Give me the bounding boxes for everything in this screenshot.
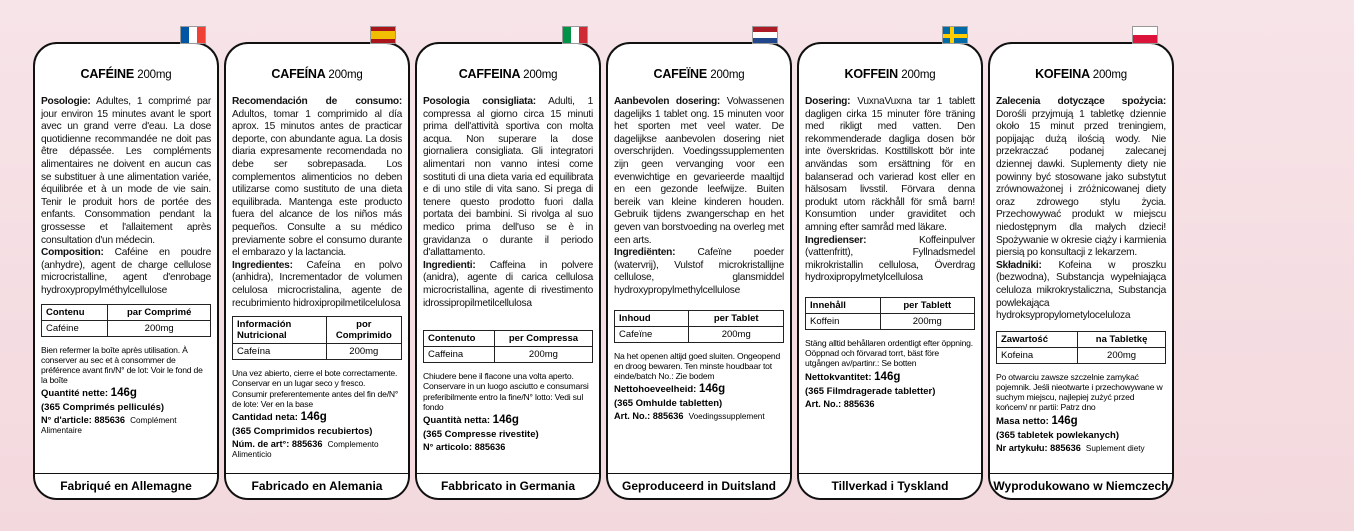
label-body <box>996 96 1166 453</box>
dosage-label: Aanbevolen dosering: <box>614 96 721 107</box>
label-panel-nl <box>606 42 792 500</box>
dosage-section <box>996 96 1166 260</box>
table-cell-value: 200mg <box>494 347 592 363</box>
table-col-content: Contenuto <box>424 331 495 347</box>
dosage-section <box>41 96 211 247</box>
net-quantity <box>805 372 975 383</box>
table-col-content: Zawartość <box>997 331 1078 347</box>
table-cell-name: Kofeina <box>997 347 1078 363</box>
table-cell-value: 200mg <box>689 326 784 342</box>
article-value: 885636 <box>652 411 684 422</box>
ingredients-section <box>423 260 593 310</box>
table-header-row <box>806 297 975 313</box>
table-cell-name: Caffeina <box>424 347 495 363</box>
product-name: CAFÉINE <box>80 67 134 81</box>
ingredients-text: Cafeïne poeder (watervrij), Vulstof microkristallijne cellulose, glansmiddel hydroxypropylmethylcellulose <box>614 247 784 296</box>
tablet-count-text: (365 Filmdragerade tabletter) <box>805 385 936 397</box>
product-title <box>41 66 211 96</box>
tablet-count <box>805 386 975 397</box>
net-quantity <box>423 415 593 426</box>
storage-note: Na het openen altijd goed sluiten. Ongeopend en droog bewaren. Ten minste houdbaar tot einde/batch No.: Zie bodem <box>614 350 781 381</box>
product-dose: 200mg <box>901 69 936 81</box>
dosage-text: Dorośli przyjmują 1 tabletkę dziennie około 15 minut przed treningiem, popijając dużą ilością wody. Nie przekraczać podanej zalecanej dziennej dawki. Suplementy diety nie powinny być stosowane jako substytut zrównoważonej i zróżnicowanej diety oraz zdrowego stylu życia. Przechowywać produkt w miejscu niedostępnym dla małych dzieci! Spożywanie w okresie ciąży i karmienia piersią po konsultacji z lekarzem. <box>996 108 1166 259</box>
ingredients-section <box>996 260 1166 323</box>
article-label: N° articolo: <box>423 441 473 452</box>
nutrition-table <box>41 304 211 337</box>
dosage-label: Dosering: <box>805 96 851 107</box>
product-name: CAFFEINA <box>458 67 520 81</box>
tablet-count <box>41 402 211 413</box>
tablet-count-text: (365 Comprimidos recubiertos) <box>232 425 373 437</box>
ingredients-label: Ingredientes: <box>232 259 293 271</box>
ingredients-label: Ingredienser: <box>805 234 867 246</box>
dosage-label: Recomendación de consumo: <box>232 96 402 107</box>
product-title <box>614 66 784 96</box>
made-in-footer: Tillverkad i Tyskland <box>799 473 981 498</box>
product-dose: 200mg <box>710 69 745 81</box>
flag-nl-icon <box>752 26 778 44</box>
ingredients-section <box>41 247 211 297</box>
nutrition-table <box>805 297 975 330</box>
article-label: Art. No.: <box>614 411 651 422</box>
table-header-row <box>42 304 211 320</box>
ingredients-text: Cafeína en polvo (anhidra), Incrementador de volumen celulosa microcristalina, agente de recubrimiento hidroxipropilmetilcelulosa <box>232 259 402 309</box>
article-label: Núm. de art°: <box>232 438 290 449</box>
article-number <box>423 442 593 452</box>
storage-note: Bien refermer la boîte après utilisation. À conserver au sec et à consommer de préférence avant fin/N° de lot: Voir le fond de la boîte <box>41 344 203 386</box>
net-label: Quantità netta: <box>423 414 493 426</box>
product-name: KOFFEIN <box>844 67 898 81</box>
ingredients-text: Koffeinpulver (vattenfritt), Fyllnadsmedel mikrokristallin cellulosa, Överdrag hydroxipropylmetylcellulosa <box>805 234 975 284</box>
label-panel-fr <box>33 42 219 500</box>
dosage-section <box>232 96 402 260</box>
table-col-content: Contenu <box>42 304 108 320</box>
net-label: Quantité nette: <box>41 388 111 400</box>
table-header-row <box>424 331 593 347</box>
table-row <box>615 326 784 342</box>
product-title <box>232 66 402 96</box>
ingredients-label: Ingrediënten: <box>614 247 676 259</box>
label-panel-it <box>415 42 601 500</box>
label-panel-es <box>224 42 410 500</box>
net-quantity <box>614 384 784 395</box>
ingredients-text: Caffeina in polvere (anidra), agente di carica cellulosa microcristallina, agente di rivestimento idrossipropilmetilcellulosa <box>423 259 593 309</box>
table-cell-name: Cafeína <box>233 344 327 360</box>
product-type: Voedingssupplement <box>688 412 765 422</box>
dosage-section <box>423 96 593 260</box>
ingredients-label: Ingredienti: <box>423 259 476 271</box>
dosage-text: Volwassenen dagelijks 1 tablet ong. 15 minuten voor het sporten met veel water. De dagelijkse aanbevolen dosering niet overschrijden. Voedingssupplementen zijn geen vervanging voor een evenwichtige en gevarieerde maaltijd en een gezonde leefwijze. Buiten bereik van kleine kinderen houden. Gebruik tijdens zwangerschap en het geven van borstvoeding na overleg met een arts. <box>614 96 784 246</box>
table-col-per-unit: per Tablet <box>689 310 784 326</box>
label-body <box>232 96 402 459</box>
table-cell-value: 200mg <box>326 344 401 360</box>
ingredients-text: Caféine en poudre (anhydre), agent de charge cellulose microcristalline, agent d'enrobage hydroxypropylméthylcellulose <box>41 247 211 296</box>
flag-fr-icon <box>180 26 206 44</box>
table-col-per-unit: por Comprimido <box>326 317 401 344</box>
tablet-count <box>614 398 784 409</box>
table-col-content: Innehåll <box>806 297 881 313</box>
net-value: 146g <box>300 410 327 423</box>
net-label: Masa netto: <box>996 415 1052 427</box>
ingredients-section <box>805 235 975 285</box>
article-number <box>996 443 1166 453</box>
table-col-per-unit: per Compressa <box>494 331 592 347</box>
dosage-text: VuxnaVuxna tar 1 tablett dagligen cirka 15 minuter före träning med rikligt med vatten. Den rekommenderade dagliga dosen bör inte överskridas. Kosttillskott bör inte användas som ersättning för en balanserad och varierad kost eller en hälsosam livsstil. Förvara denna produkt utom räckhåll för små barn! Konsumtion under graviditet och amning efter samråd med läkare. <box>805 96 975 233</box>
table-col-content: Información Nutricional <box>233 317 327 344</box>
net-value: 146g <box>699 383 726 396</box>
net-value: 146g <box>492 413 519 426</box>
article-number <box>614 411 784 421</box>
product-dose: 200mg <box>328 69 363 81</box>
table-cell-value: 200mg <box>1078 347 1166 363</box>
net-value: 146g <box>874 370 901 383</box>
table-header-row <box>233 317 402 344</box>
ingredients-text: Kofeina w proszku (bezwodna), Substancja wypełniająca celuloza mikrokrystaliczna, Substancja powlekająca hydroksypropylometyloceluloza <box>996 259 1166 322</box>
article-value: 885636 <box>94 415 126 426</box>
made-in-footer: Fabbricato in Germania <box>417 473 599 498</box>
product-type: Complemento Alimenticio <box>232 439 379 459</box>
article-label: N° d'article: <box>41 415 92 426</box>
net-label: Cantidad neta: <box>232 411 301 423</box>
label-body <box>614 96 784 421</box>
product-dose: 200mg <box>523 69 558 81</box>
dosage-label: Zalecenia dotyczące spożycia: <box>996 96 1166 107</box>
flag-es-icon <box>370 26 396 44</box>
table-row <box>42 320 211 336</box>
table-cell-name: Cafeïne <box>615 326 689 342</box>
table-row <box>806 313 975 329</box>
ingredients-label: Składniki: <box>996 259 1042 271</box>
ingredients-label: Composition: <box>41 247 104 259</box>
dosage-label: Posologia consigliata: <box>423 96 536 107</box>
article-value: 885636 <box>1050 442 1081 453</box>
nutrition-table <box>614 310 784 343</box>
storage-note: Chiudere bene il flacone una volta aperto. Conservare in un luogo asciutto e consumarsi preferibilmente entro la fine/N° lotto: Vedi sul fondo <box>423 371 589 412</box>
article-label: Art. No.: <box>805 398 842 409</box>
made-in-footer: Wyprodukowano w Niemczech <box>990 473 1172 498</box>
label-panel-pl <box>988 42 1174 500</box>
ingredients-section <box>232 260 402 310</box>
dosage-section <box>614 96 784 247</box>
dosage-text: Adulti, 1 compressa al giorno circa 15 minuti prima dell'attività sportiva con molta acqua. Non superare la dose giornaliera consigliata. Gli integratori alimentari non vanno intesi come sostituti di una dieta varia ed equilibrata e di uno stile di vita sano. Si prega di tenere questo prodotto fuori dalla portata dei bambini. Si rivolga al suo medico prima dell'uso se è in gravidanza o durante il periodo d'allattamento. <box>423 96 593 259</box>
product-name: CAFEÏNE <box>653 67 707 81</box>
product-type: Suplement diety <box>1085 443 1145 453</box>
table-col-per-unit: per Tablett <box>880 297 974 313</box>
product-dose: 200mg <box>1092 69 1127 81</box>
tablet-count-text: (365 Omhulde tabletten) <box>614 398 723 410</box>
article-value: 885636 <box>474 441 506 452</box>
label-body <box>423 96 593 452</box>
product-type: Complément Alimentaire <box>41 416 177 436</box>
tablet-count-text: (365 Comprimés pelliculés) <box>41 402 165 414</box>
dosage-label: Posologie: <box>41 96 91 107</box>
tablet-count <box>232 426 402 437</box>
net-quantity <box>232 412 402 423</box>
net-label: Nettohoeveelheid: <box>614 384 699 396</box>
product-name: CAFEÍNA <box>271 67 326 81</box>
table-row <box>997 347 1166 363</box>
dosage-text: Adultes, 1 comprimé par jour environ 15 minutes avant le sport avec un grand verre d'eau. La dose quotidienne recommandée ne doit pas être dépassée. Les compléments alimentaires ne doivent en aucun cas se substituer à une alimentation variée, équilibrée et à un mode de vie sain. Tenir le produit hors de portée des enfants. Consommation pendant la grossesse et l'allaitement après consultation d'un médecin. <box>41 96 211 246</box>
table-row <box>424 347 593 363</box>
net-quantity <box>41 388 211 399</box>
made-in-footer: Fabriqué en Allemagne <box>35 473 217 498</box>
tablet-count <box>423 429 593 440</box>
article-value: 885636 <box>291 438 323 449</box>
table-row <box>233 344 402 360</box>
storage-note: Una vez abierto, cierre el bote correctamente. Conservar en un lugar seco y fresco. Consumir preferentemente antes del fin de/N° de lote: Ver en la base <box>232 368 399 409</box>
net-value: 146g <box>1051 414 1078 427</box>
article-number <box>41 415 211 435</box>
table-cell-value: 200mg <box>108 320 211 336</box>
product-title <box>423 66 593 96</box>
table-header-row <box>997 331 1166 347</box>
storage-note: Po otwarciu zawsze szczelnie zamykać pojemnik. Jeśli nieotwarte i przechowywane w suchym miejscu, najlepiej zużyć przed końcem/ nr partii: Patrz dno <box>996 371 1163 413</box>
table-cell-name: Caféine <box>42 320 108 336</box>
article-label: Nr artykułu: <box>996 442 1048 453</box>
product-dose: 200mg <box>137 69 172 81</box>
table-cell-name: Koffein <box>806 313 881 329</box>
net-quantity <box>996 416 1166 427</box>
made-in-footer: Fabricado en Alemania <box>226 473 408 498</box>
flag-sv-icon <box>942 26 968 44</box>
table-col-per-unit: na Tabletkę <box>1078 331 1166 347</box>
flag-it-icon <box>562 26 588 44</box>
product-title <box>996 66 1166 96</box>
flag-pl-icon <box>1132 26 1158 44</box>
storage-note: Stäng alltid behållaren ordentligt efter öppning. Oöppnad och förvarad torrt, bäst före utgången av/partinr.: Se botten <box>805 337 973 369</box>
table-header-row <box>615 310 784 326</box>
made-in-footer: Geproduceerd in Duitsland <box>608 473 790 498</box>
label-panel-sv <box>797 42 983 500</box>
article-number <box>232 439 402 459</box>
table-col-per-unit: par Comprimé <box>108 304 211 320</box>
nutrition-table <box>423 330 593 363</box>
table-cell-value: 200mg <box>880 313 974 329</box>
ingredients-section <box>614 247 784 297</box>
dosage-text: Adultos, tomar 1 comprimido al día aprox. 15 minutos antes de practicar deporte, con abundante agua. La dosis diaria expresamente recomendada no debe ser sobrepasada. Los complementos alimenticios no deben utilizarse como sustituto de una dieta equilibrada. Mantenga este producto fuera del alcance de los niños más pequeños. Consulte a su médico previamente sobre el consumo durante el embarazo y la lactancia. <box>232 108 402 259</box>
article-value: 885636 <box>843 398 875 409</box>
label-body <box>41 96 211 435</box>
tablet-count <box>996 430 1166 441</box>
nutrition-table <box>232 316 402 360</box>
product-title <box>805 66 975 96</box>
article-number <box>805 399 975 409</box>
product-name: KOFEINA <box>1035 67 1090 81</box>
tablet-count-text: (365 tabletek powlekanych) <box>996 429 1120 441</box>
table-col-content: Inhoud <box>615 310 689 326</box>
nutrition-table <box>996 331 1166 364</box>
net-value: 146g <box>110 387 137 400</box>
net-label: Nettokvantitet: <box>805 371 875 383</box>
dosage-section <box>805 96 975 235</box>
label-body <box>805 96 975 409</box>
tablet-count-text: (365 Compresse rivestite) <box>423 428 539 440</box>
